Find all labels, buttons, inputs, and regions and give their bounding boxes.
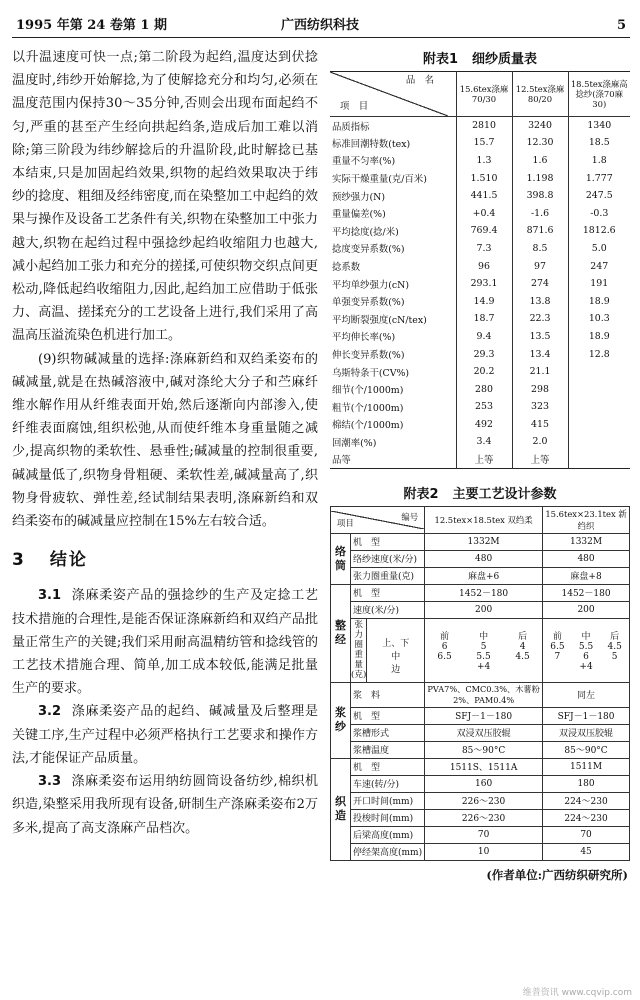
table-row <box>331 724 630 741</box>
cell: 274 <box>512 275 568 293</box>
cell: 226～230 <box>425 792 543 809</box>
cell: 上等 <box>456 451 512 469</box>
item-number: 3.2 <box>38 704 62 720</box>
table-row <box>330 152 630 170</box>
conclusion-item <box>12 770 318 840</box>
corner-top: 品 名 <box>405 75 434 86</box>
table-row <box>330 416 630 434</box>
level-label: 上、下 <box>382 638 410 649</box>
tension-grid <box>425 618 543 682</box>
row-label: 开口时间(mm) <box>351 792 425 809</box>
table-row <box>330 363 630 381</box>
cell: 21.1 <box>512 363 568 381</box>
cell: 3240 <box>512 117 568 135</box>
table-corner <box>331 506 425 533</box>
cell <box>568 451 630 469</box>
cell: 1452－180 <box>425 584 543 601</box>
pos-header: 后 <box>610 631 620 642</box>
cell: 6 <box>441 641 448 652</box>
cell: 麻盘+6 <box>425 567 543 584</box>
row-label: 机 型 <box>351 707 425 724</box>
cell: 226～230 <box>425 809 543 826</box>
cell: 1332M <box>543 533 630 550</box>
item-text: 涤麻柔姿布运用纳纺圆筒设备纺纱,棉织机织造,染整采用我所现有设备,研制生产涤麻柔姿布2万多米,提高了高支涤麻产品档次。 <box>12 774 318 836</box>
table-row <box>331 707 630 724</box>
table-row <box>330 240 630 258</box>
table-header-row <box>331 506 630 533</box>
cell: 160 <box>425 775 543 792</box>
row-label: 棉结(个/1000m) <box>332 420 404 432</box>
paragraph-continued: 以升温速度可快一点;第二阶段为起绉,温度达到伏捻温度时,纬纱开始解捻,为了使解捻充分和均匀,必须在温度范围内保持30～35分钟,否则会出现布面起绉不匀,严重的甚至产生经向拱起绉条,造成后加工难以消除;第三阶段为纬纱解捻后的升温阶段,此时解捻已基本结束,只是加固起绉效果,织物的起绉效果取决于纬纱的捻度、粗细及经纬密度,而在染整加工中起绉的效果与操作及设备工艺条件有关,织物在染整加工中张力越大,织物在起绉过程中强捻纱起绉收缩阻力也越大,减小起绉加工张力和充分的搓揉,可使织物交织点间更松动,降低起绉收缩阻力,因此,起绉加工应借助于低张力、高温、搓揉充分的工艺设备上进行,我们采用了高温高压溢流染色机进行加工。 <box>12 50 318 344</box>
level-label: 边 <box>391 664 401 675</box>
cell: 7 <box>554 651 561 662</box>
row-label: 车速(转/分) <box>351 775 425 792</box>
cell: 224～230 <box>543 792 630 809</box>
table-row <box>331 809 630 826</box>
cell: 4 <box>519 641 526 652</box>
cell: 191 <box>568 275 630 293</box>
cell: 441.5 <box>456 187 512 205</box>
process-parameters-table <box>330 506 630 861</box>
cell: 12.8 <box>568 345 630 363</box>
cell: 480 <box>425 550 543 567</box>
table-row <box>331 741 630 758</box>
item-number: 3.3 <box>38 774 62 790</box>
table-row <box>331 601 630 618</box>
cell: 同左 <box>543 682 630 707</box>
cell: PVA7%、CMC0.3%、木薯粉2%、PAM0.4% <box>425 682 543 707</box>
cell: 97 <box>512 257 568 275</box>
table1-caption <box>330 48 630 67</box>
cell: 871.6 <box>512 222 568 240</box>
cell: 2.0 <box>512 433 568 451</box>
item-text: 涤麻柔姿产品的起绉、碱减量及后整理是关键工序,生产过程中必须严格执行工艺要求和操作方法,才能保证产品质量。 <box>12 704 318 766</box>
cell: 85～90°C <box>543 741 630 758</box>
cell: 14.9 <box>456 292 512 310</box>
cell: 200 <box>543 601 630 618</box>
group-label-winding: 络筒 <box>331 533 351 584</box>
table-row <box>330 187 630 205</box>
cell: 96 <box>456 257 512 275</box>
row-label: 捻系数 <box>332 262 361 274</box>
row-label: 机 型 <box>351 533 425 550</box>
running-header <box>12 10 630 38</box>
cell: 4.5 <box>515 651 530 662</box>
row-label: 回潮率(%) <box>332 437 377 449</box>
cell: 492 <box>456 416 512 434</box>
group-label-sizing: 浆纱 <box>331 682 351 758</box>
cell: 280 <box>456 380 512 398</box>
table2-title: 主要工艺设计参数 <box>452 486 557 502</box>
cell <box>568 398 630 416</box>
cell: 1.510 <box>456 169 512 187</box>
cell <box>568 416 630 434</box>
cell: 247 <box>568 257 630 275</box>
cell: SFJ－1－180 <box>543 707 630 724</box>
table-row <box>331 567 630 584</box>
cell: 上等 <box>512 451 568 469</box>
table-row <box>330 345 630 363</box>
table-row <box>331 792 630 809</box>
cell: 1.3 <box>456 152 512 170</box>
cell: 13.4 <box>512 345 568 363</box>
cell: 323 <box>512 398 568 416</box>
cell: 3.4 <box>456 433 512 451</box>
table-corner <box>330 72 456 117</box>
row-label: 标准回潮特数(tex) <box>332 138 411 150</box>
cell: 18.7 <box>456 310 512 328</box>
cell: 5.5 <box>476 651 491 662</box>
table-row <box>330 451 630 469</box>
table-row <box>331 826 630 843</box>
row-label: 单强变异系数(%) <box>332 297 405 309</box>
cell: -0.3 <box>568 204 630 222</box>
level-labels <box>367 618 425 682</box>
table-row <box>330 433 630 451</box>
left-column <box>12 46 330 883</box>
conclusion-item <box>12 700 318 770</box>
cell: 双浸双压胶辊 <box>425 724 543 741</box>
cell: 8.5 <box>512 240 568 258</box>
row-label: 投梭时间(mm) <box>351 809 425 826</box>
table-row <box>331 618 630 682</box>
corner-bottom: 项目 <box>337 517 354 528</box>
section-title: 结论 <box>49 550 88 571</box>
watermark: 维普资讯 www.cqvip.com <box>522 988 632 998</box>
cell: 6.5 <box>437 651 452 662</box>
pos-header: 后 <box>518 631 528 642</box>
table-row <box>331 584 630 601</box>
cell: 200 <box>425 601 543 618</box>
cell <box>568 363 630 381</box>
cell: 415 <box>512 416 568 434</box>
row-label: 后梁高度(mm) <box>351 826 425 843</box>
cell: 1812.6 <box>568 222 630 240</box>
cell: 1452－180 <box>543 584 630 601</box>
table-row <box>330 380 630 398</box>
group-label-weaving: 织造 <box>331 758 351 860</box>
column-header: 18.5tex涤麻高捻纱(涤70麻30) <box>568 72 630 117</box>
corner-top: 编号 <box>401 511 419 522</box>
table1-label: 附表1 <box>422 52 459 67</box>
table-row <box>330 328 630 346</box>
row-label: 乌斯特条干(CV%) <box>332 367 410 379</box>
row-label-vertical: 张力圈重量(克) <box>351 620 367 681</box>
row-label: 浆 料 <box>351 682 425 707</box>
tension-grid <box>543 618 630 682</box>
cell: 769.4 <box>456 222 512 240</box>
cell: 12.30 <box>512 134 568 152</box>
table-row <box>330 275 630 293</box>
item-number: 3.1 <box>38 588 62 604</box>
cell: 398.8 <box>512 187 568 205</box>
table2-label: 附表2 <box>403 486 439 502</box>
row-label: 品等 <box>332 455 351 467</box>
cell: 1.6 <box>512 152 568 170</box>
table1-title: 细纱质量表 <box>472 52 538 67</box>
table-row <box>331 533 630 550</box>
cell: 15.7 <box>456 134 512 152</box>
row-label: 机 型 <box>351 584 425 601</box>
row-label: 重量不匀率(%) <box>332 156 396 168</box>
cell: 5.5 <box>578 641 594 652</box>
corner-bottom: 项 目 <box>340 101 369 112</box>
row-label: 伸长变异系数(%) <box>332 350 405 362</box>
cell: 18.9 <box>568 292 630 310</box>
cell <box>568 380 630 398</box>
row-label: 浆槽形式 <box>351 724 425 741</box>
issue-info: 1995 年第 24 卷第 1 期 <box>16 18 167 33</box>
cell: 293.1 <box>456 275 512 293</box>
table2-caption <box>330 483 630 502</box>
cell: 2810 <box>456 117 512 135</box>
row-label: 张力圈重量(克) <box>351 567 425 584</box>
cell: 5 <box>611 651 618 662</box>
cell: 5.0 <box>568 240 630 258</box>
cell: SFJ－1－180 <box>425 707 543 724</box>
cell: 13.5 <box>512 328 568 346</box>
cell: 7.3 <box>456 240 512 258</box>
cell: -1.6 <box>512 204 568 222</box>
cell: 1511S、1511A <box>425 758 543 775</box>
row-label: 平均捻度(捻/米) <box>332 226 399 238</box>
group-label-warping: 整经 <box>331 584 351 682</box>
row-label: 品质指标 <box>332 121 370 133</box>
cell: 1.777 <box>568 169 630 187</box>
row-label: 粗节(个/1000m) <box>332 402 404 414</box>
cell: 4.5 <box>607 641 622 652</box>
table-row <box>330 117 630 135</box>
table-row <box>330 134 630 152</box>
right-column <box>330 46 630 883</box>
cell: 480 <box>543 550 630 567</box>
cell: +4 <box>476 661 491 672</box>
cell: 70 <box>543 826 630 843</box>
table-row <box>331 682 630 707</box>
row-label: 预纱强力(N) <box>332 191 386 203</box>
author-affiliation: (作者单位:广西纺织研究所) <box>486 867 628 882</box>
row-label: 机 型 <box>351 758 425 775</box>
column-header: 12.5tex×18.5tex 双绉柔 <box>425 506 543 533</box>
row-label: 重量偏差(%) <box>332 209 386 221</box>
cell: 10 <box>425 843 543 860</box>
cell: 麻盘+8 <box>543 567 630 584</box>
table-row <box>330 257 630 275</box>
pos-header: 中 <box>581 631 591 642</box>
table-header-row <box>330 72 630 117</box>
cell: 20.2 <box>456 363 512 381</box>
row-label: 捻度变异系数(%) <box>332 244 405 256</box>
cell: 1.198 <box>512 169 568 187</box>
cell: 9.4 <box>456 328 512 346</box>
column-header: 15.6tex涤麻70/30 <box>456 72 512 117</box>
cell: 18.9 <box>568 328 630 346</box>
cell: 1332M <box>425 533 543 550</box>
cell: 45 <box>543 843 630 860</box>
pos-header: 中 <box>479 631 489 642</box>
section-heading <box>12 549 318 572</box>
cell: 5 <box>480 641 487 652</box>
row-label: 停经架高度(mm) <box>351 843 425 860</box>
item-text: 涤麻柔姿产品的强捻纱的生产及定捻工艺技术措施的合理性,是能否保证涤麻新绉和双绉产品批量正常生产的关键;我们采用耐高温精纺管和捻线管的工艺技术措施合理、简单,加工成本较低,能满足批量生产的要求。 <box>12 588 318 697</box>
cell: 1511M <box>543 758 630 775</box>
cell: 1340 <box>568 117 630 135</box>
cell: 85～90°C <box>425 741 543 758</box>
cell: 18.5 <box>568 134 630 152</box>
paragraph-alkali-reduction: (9)织物碱减量的选择:涤麻新绉和双绉柔姿布的碱减量,就是在热碱溶液中,碱对涤纶大分子和苎麻纤维水解作用从纤维表面开始,然后逐渐向内部渗入,使纤维表面腐蚀,组织松弛,从而使纤维本身重量随之减少,提高织物的柔软性、悬垂性;碱减量的控制很重要,碱减量低了,织物身骨粗硬、柔软性差,碱减量高了,织物身骨疲软、弹性差,经试制结果表明,涤麻新绉和双绉柔姿布的碱减量应控制在15%左右较合适。 <box>12 351 318 530</box>
conclusion-item <box>12 584 318 700</box>
row-label: 平均伸长率(%) <box>332 332 396 344</box>
section-number: 3 <box>12 550 26 571</box>
cell: 70 <box>425 826 543 843</box>
cell: 247.5 <box>568 187 630 205</box>
cell <box>568 433 630 451</box>
table-row <box>331 550 630 567</box>
cell: 10.3 <box>568 310 630 328</box>
cell: 1.8 <box>568 152 630 170</box>
yarn-quality-table <box>330 71 630 469</box>
cell: 298 <box>512 380 568 398</box>
cell: 双浸双压胶辊 <box>543 724 630 741</box>
table-row <box>330 310 630 328</box>
cell: +0.4 <box>456 204 512 222</box>
table-row <box>331 843 630 860</box>
table-row <box>330 204 630 222</box>
table-row <box>330 398 630 416</box>
cell: 29.3 <box>456 345 512 363</box>
row-label: 速度(米/分) <box>351 601 425 618</box>
journal-title: 广西纺织科技 <box>280 18 359 33</box>
pos-header: 前 <box>440 631 450 642</box>
column-header: 12.5tex涤麻80/20 <box>512 72 568 117</box>
table-row <box>330 169 630 187</box>
table-row <box>330 222 630 240</box>
table-row <box>330 292 630 310</box>
cell: 13.8 <box>512 292 568 310</box>
cell: 6 <box>583 651 589 662</box>
cell: 180 <box>543 775 630 792</box>
cell: +4 <box>579 661 593 672</box>
row-label: 实际干燥重量(克/百米) <box>332 174 427 186</box>
table-row <box>331 775 630 792</box>
row-label: 络纱速度(米/分) <box>351 550 425 567</box>
row-label: 细节(个/1000m) <box>332 385 404 397</box>
pos-header: 前 <box>552 631 562 642</box>
cell: 22.3 <box>512 310 568 328</box>
column-header: 15.6tex×23.1tex 新绉织 <box>543 506 630 533</box>
row-label: 浆槽温度 <box>351 741 425 758</box>
cell: 253 <box>456 398 512 416</box>
level-label: 中 <box>391 651 401 662</box>
table-row <box>331 758 630 775</box>
row-label: 平均单纱强力(cN) <box>332 279 410 291</box>
cell: 6.5 <box>550 641 565 652</box>
cell: 224～230 <box>543 809 630 826</box>
page-number: 5 <box>616 18 626 33</box>
row-label: 平均断裂强度(cN/tex) <box>332 314 427 326</box>
